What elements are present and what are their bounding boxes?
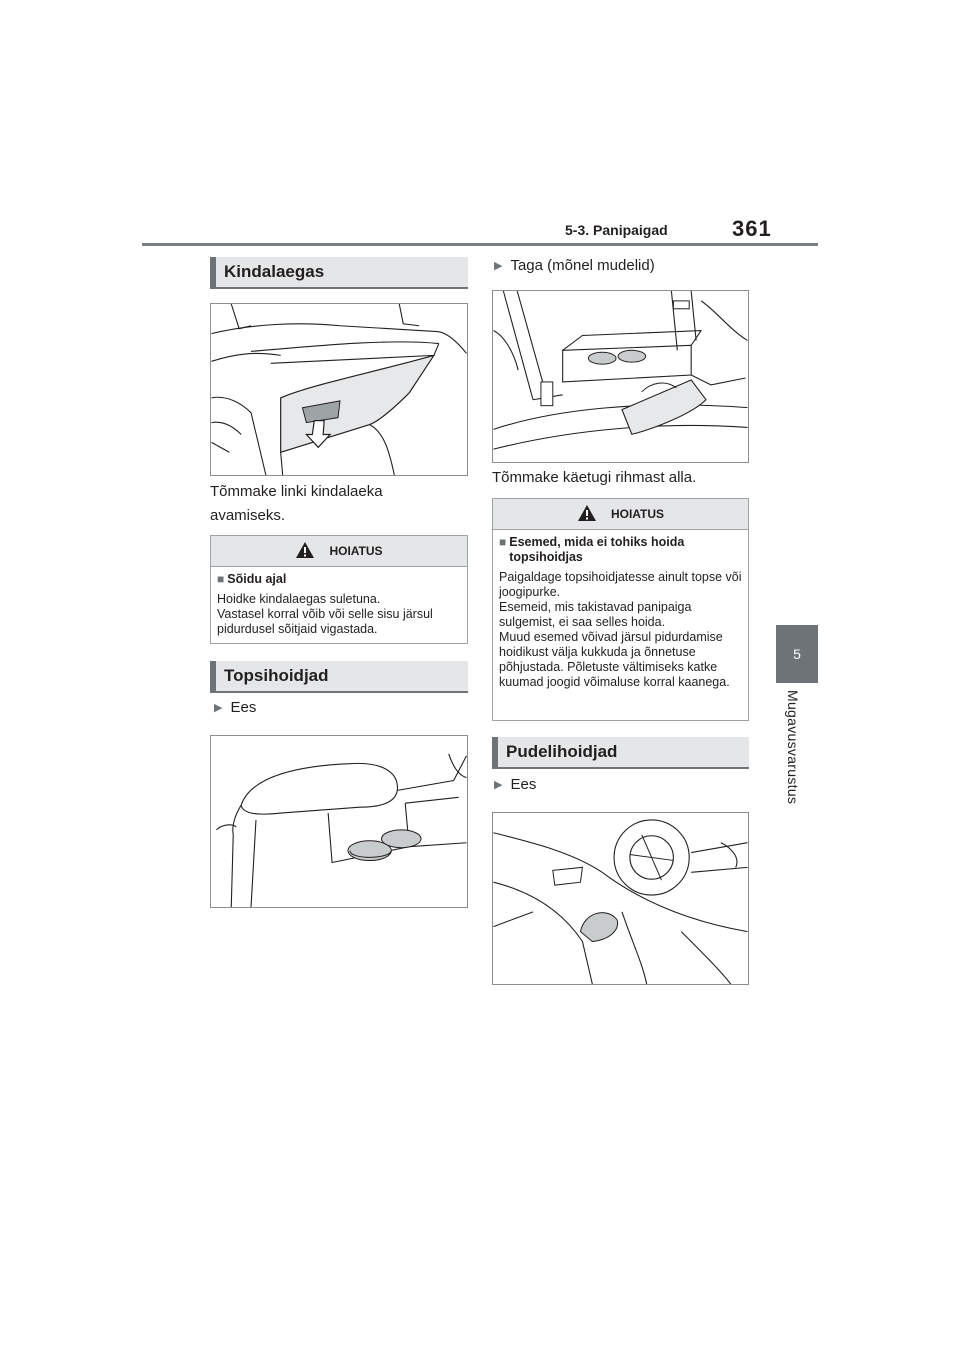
warning-title: HOIATUS: [329, 544, 383, 558]
heading-glovebox: Kindalaegas: [210, 257, 468, 289]
bullet-text: Taga (mõnel mudelid): [510, 257, 655, 274]
warning-icon: [577, 504, 597, 525]
warning-icon: [295, 541, 315, 562]
warning-header: [211, 536, 467, 567]
bullet-text: Ees: [510, 776, 537, 793]
header-divider: [142, 243, 818, 246]
square-bullet-icon: ■: [499, 535, 507, 549]
warning-box-glovebox: [210, 535, 468, 644]
warning-text: Hoidke kindalaegas suletuna. Vastasel korral võib või selle sisu järsul pidurdusel sõitjaid vigastada.: [217, 592, 433, 636]
chapter-title: Mugavusvarustus: [785, 690, 801, 805]
square-bullet-icon: ■: [217, 572, 225, 586]
bottleholder-front-label: [494, 776, 536, 793]
heading-cupholders: Topsihoidjad: [210, 661, 468, 693]
warning-subtitle: Sõidu ajal: [227, 572, 287, 586]
front-cupholder-illustration: [210, 735, 468, 908]
warning-header: [493, 499, 748, 530]
heading-bottleholders: Pudelihoidjad: [492, 737, 749, 769]
warning-box-cupholders: [492, 498, 749, 721]
warning-title: HOIATUS: [610, 507, 665, 521]
triangle-right-icon: ▶: [214, 702, 223, 714]
triangle-right-icon: ▶: [494, 260, 503, 272]
rear-cupholder-caption: Tõmmake käetugi rihmast alla.: [492, 469, 697, 486]
cupholder-front-label: [214, 699, 256, 716]
front-bottleholder-illustration: [492, 812, 749, 985]
bullet-text: Ees: [230, 699, 257, 716]
section-title: 5-3. Panipaigad: [565, 222, 668, 238]
glovebox-caption: Tõmmake linki kindalaeka avamiseks.: [210, 483, 383, 524]
cupholder-rear-label: [494, 257, 655, 274]
glovebox-illustration: [210, 303, 468, 476]
warning-subtitle: Esemed, mida ei tohiks hoida topsihoidjas: [509, 535, 685, 564]
warning-text: Paigaldage topsihoidjatesse ainult topse või joogipurke. Esemeid, mis takistavad panipaiga sulgemist, ei saa selles hoida. Muud esemed võivad järsul pidurdamise hoidikust välja kukkuda ja õnnetuse põhjustada. Põletuste vältimiseks katke kuumad joogid võimaluse korral kaanega.: [499, 570, 742, 689]
page-number: 361: [732, 216, 772, 241]
triangle-right-icon: ▶: [494, 779, 503, 791]
chapter-tab[interactable]: 5: [776, 625, 818, 683]
rear-cupholder-illustration: [492, 290, 749, 463]
